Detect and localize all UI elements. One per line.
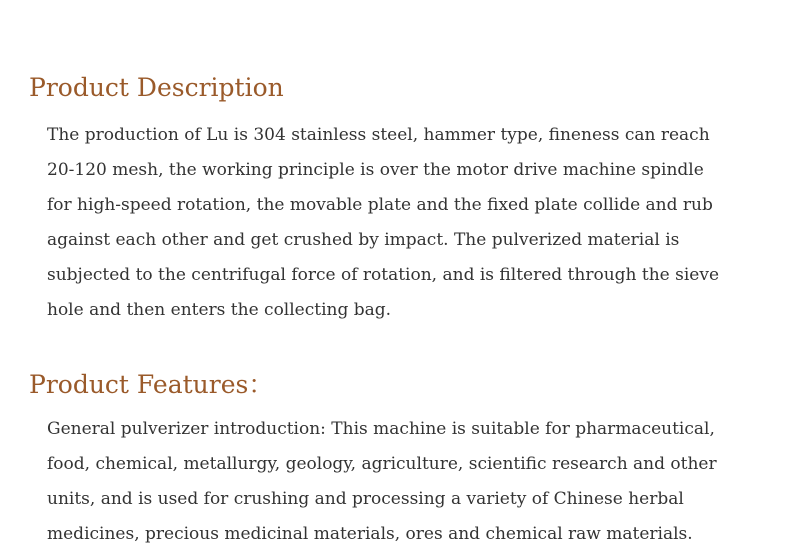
product-features-heading: Product Features： (29, 370, 274, 399)
features-line: General pulverizer introduction: This machine is suitable for pharmaceutical, (47, 419, 715, 439)
description-line: against each other and get crushed by impact. The pulverized material is (47, 230, 680, 250)
product-features-text (47, 412, 777, 552)
features-line: units, and is used for crushing and processing a variety of Chinese herbal (47, 489, 684, 509)
description-line: 20-120 mesh, the working principle is over the motor drive machine spindle (47, 160, 704, 180)
description-line: hole and then enters the collecting bag. (47, 300, 392, 320)
description-line: for high-speed rotation, the movable plate and the fixed plate collide and rub (47, 195, 713, 215)
description-line: The production of Lu is 304 stainless steel, hammer type, fineness can reach (47, 125, 710, 145)
features-line: medicines, precious medicinal materials, ores and chemical raw materials. (47, 524, 693, 544)
product-description-heading: Product Description (29, 73, 284, 102)
features-line: food, chemical, metallurgy, geology, agriculture, scientific research and other (47, 454, 717, 474)
product-description-text (47, 118, 777, 328)
description-line: subjected to the centrifugal force of rotation, and is filtered through the sieve (47, 265, 720, 285)
